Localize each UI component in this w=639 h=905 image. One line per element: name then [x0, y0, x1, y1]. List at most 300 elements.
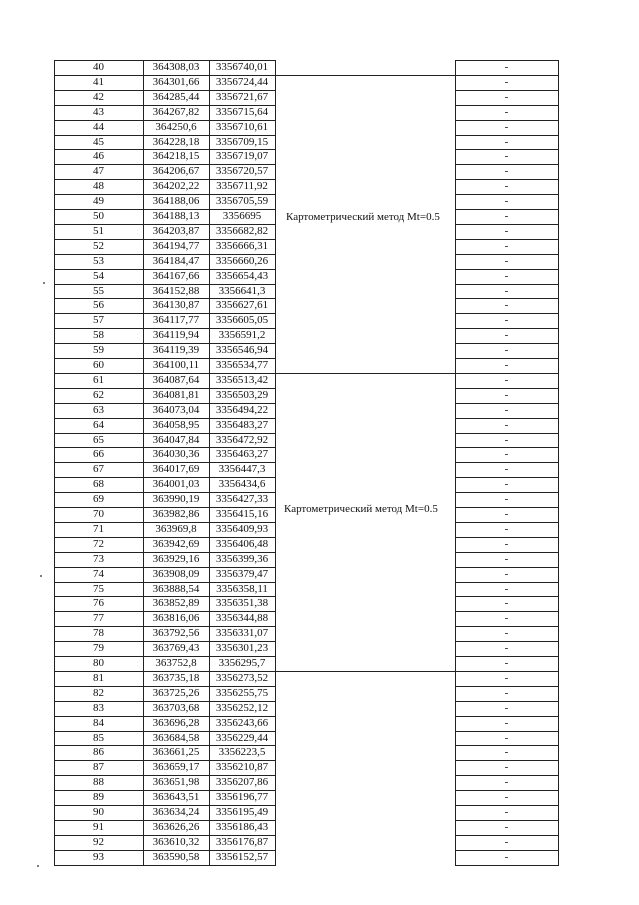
coord-x: 363752,8 — [155, 657, 197, 669]
coord-x: 364202,22 — [152, 180, 200, 192]
coord-y: 3356434,6 — [218, 478, 266, 490]
dash-row-border — [455, 641, 559, 642]
row-border — [54, 120, 276, 121]
coord-y: 3356494,22 — [215, 404, 269, 416]
dash-cell: - — [504, 493, 509, 505]
dash-cell: - — [504, 434, 509, 446]
row-number: 71 — [93, 523, 104, 535]
coord-y: 3356666,31 — [215, 240, 269, 252]
dash-row-border — [455, 462, 559, 463]
row-border — [54, 447, 276, 448]
dash-row-border — [455, 507, 559, 508]
coord-x: 363643,51 — [152, 791, 200, 803]
coord-x: 364117,77 — [152, 314, 200, 326]
row-number: 89 — [93, 791, 104, 803]
dash-cell: - — [504, 299, 509, 311]
dash-cell: - — [504, 597, 509, 609]
coord-y: 3356740,01 — [215, 61, 269, 73]
dash-row-border — [455, 626, 559, 627]
coord-x: 364119,94 — [152, 329, 200, 341]
coord-y: 3356711,92 — [216, 180, 268, 192]
row-border — [54, 537, 276, 538]
coord-x: 363908,09 — [152, 568, 200, 580]
row-number: 91 — [93, 821, 104, 833]
row-border — [54, 701, 276, 702]
dash-cell: - — [504, 538, 509, 550]
dash-row-border — [455, 611, 559, 612]
row-border — [54, 611, 276, 612]
dash-cell: - — [504, 61, 509, 73]
coord-x: 363696,28 — [152, 717, 200, 729]
coord-y: 3356660,26 — [215, 255, 269, 267]
dash-row-border — [455, 671, 559, 672]
dash-cell: - — [504, 180, 509, 192]
row-number: 70 — [93, 508, 104, 520]
dash-row-border — [455, 284, 559, 285]
coord-y: 3356534,77 — [215, 359, 269, 371]
row-border — [54, 373, 276, 374]
dash-row-border — [455, 656, 559, 657]
coord-y: 3356252,12 — [215, 702, 269, 714]
coord-x: 364167,66 — [152, 270, 200, 282]
coord-y: 3356472,92 — [215, 434, 269, 446]
coord-y: 3356695 — [222, 210, 262, 222]
dash-cell: - — [504, 821, 509, 833]
coord-y: 3356195,49 — [215, 806, 269, 818]
coord-x: 364047,84 — [152, 434, 200, 446]
row-number: 60 — [93, 359, 104, 371]
coord-x: 364194,77 — [152, 240, 200, 252]
dash-cell: - — [504, 419, 509, 431]
coord-x: 364308,03 — [152, 61, 200, 73]
coord-y: 3356447,3 — [218, 463, 266, 475]
coord-x: 363969,8 — [155, 523, 197, 535]
coord-x: 364267,82 — [152, 106, 200, 118]
coord-x: 364152,88 — [152, 285, 200, 297]
row-number: 49 — [93, 195, 104, 207]
dash-row-border — [455, 850, 559, 851]
coord-y: 3356223,5 — [218, 746, 266, 758]
dash-row-border — [455, 224, 559, 225]
coord-y: 3356273,52 — [215, 672, 269, 684]
row-border — [54, 313, 276, 314]
dash-cell: - — [504, 508, 509, 520]
coord-x: 363684,58 — [152, 732, 200, 744]
row-number: 85 — [93, 732, 104, 744]
coord-y: 3356705,59 — [215, 195, 269, 207]
coord-y: 3356196,77 — [215, 791, 269, 803]
coord-x: 363725,26 — [152, 687, 200, 699]
coord-y: 3356427,33 — [215, 493, 269, 505]
coord-x: 363816,06 — [152, 612, 200, 624]
coord-x: 364130,87 — [152, 299, 200, 311]
dash-cell: - — [504, 136, 509, 148]
coord-y: 3356255,75 — [215, 687, 269, 699]
row-border — [54, 269, 276, 270]
dash-cell: - — [504, 702, 509, 714]
row-number: 54 — [93, 270, 104, 282]
column-border — [54, 60, 55, 866]
coord-y: 3356243,66 — [215, 717, 269, 729]
dash-row-border — [455, 358, 559, 359]
row-number: 65 — [93, 434, 104, 446]
dash-cell: - — [504, 270, 509, 282]
row-number: 53 — [93, 255, 104, 267]
dash-row-border — [455, 477, 559, 478]
dash-cell: - — [504, 687, 509, 699]
dash-cell: - — [504, 523, 509, 535]
dash-cell: - — [504, 344, 509, 356]
coord-x: 364203,87 — [152, 225, 200, 237]
row-border — [54, 805, 276, 806]
coord-y: 3356719,07 — [215, 150, 269, 162]
dash-cell: - — [504, 568, 509, 580]
dash-cell: - — [504, 746, 509, 758]
coord-y: 3356186,43 — [215, 821, 269, 833]
section-separator — [275, 671, 455, 672]
coord-x: 363929,16 — [152, 553, 200, 565]
dash-row-border — [455, 135, 559, 136]
coord-x: 363659,17 — [152, 761, 200, 773]
column-border — [275, 60, 276, 866]
coord-y: 3356605,05 — [215, 314, 269, 326]
row-border — [54, 686, 276, 687]
dash-row-border — [455, 403, 559, 404]
dash-cell: - — [504, 791, 509, 803]
row-number: 42 — [93, 91, 104, 103]
row-border — [54, 596, 276, 597]
dash-cell: - — [504, 806, 509, 818]
coord-y: 3356483,27 — [215, 419, 269, 431]
coord-y: 3356715,64 — [215, 106, 269, 118]
row-number: 78 — [93, 627, 104, 639]
row-border — [54, 284, 276, 285]
row-border — [54, 433, 276, 434]
row-number: 77 — [93, 612, 104, 624]
dash-row-border — [455, 731, 559, 732]
row-border — [54, 582, 276, 583]
dash-cell: - — [504, 91, 509, 103]
coord-x: 363703,68 — [152, 702, 200, 714]
dash-row-border — [455, 805, 559, 806]
row-border — [54, 418, 276, 419]
coord-x: 364188,06 — [152, 195, 200, 207]
row-number: 61 — [93, 374, 104, 386]
coord-x: 364119,39 — [152, 344, 200, 356]
row-number: 41 — [93, 76, 104, 88]
dash-row-border — [455, 254, 559, 255]
row-number: 82 — [93, 687, 104, 699]
row-border — [54, 358, 276, 359]
coord-y: 3356415,16 — [215, 508, 269, 520]
row-number: 92 — [93, 836, 104, 848]
dash-row-border — [455, 149, 559, 150]
row-number: 79 — [93, 642, 104, 654]
row-border — [54, 224, 276, 225]
dash-cell: - — [504, 359, 509, 371]
coord-x: 363626,26 — [152, 821, 200, 833]
row-number: 57 — [93, 314, 104, 326]
row-number: 74 — [93, 568, 104, 580]
dash-row-border — [455, 716, 559, 717]
row-number: 52 — [93, 240, 104, 252]
dash-row-border — [455, 447, 559, 448]
dash-cell: - — [504, 210, 509, 222]
coord-x: 363610,32 — [152, 836, 200, 848]
coord-y: 3356710,61 — [215, 121, 269, 133]
dash-cell: - — [504, 150, 509, 162]
row-number: 75 — [93, 583, 104, 595]
coord-y: 3356351,38 — [215, 597, 269, 609]
row-number: 81 — [93, 672, 104, 684]
dash-row-border — [455, 328, 559, 329]
row-border — [54, 403, 276, 404]
section-separator — [275, 373, 455, 374]
dash-row-border — [455, 865, 559, 866]
row-border — [54, 239, 276, 240]
row-number: 66 — [93, 448, 104, 460]
row-number: 58 — [93, 329, 104, 341]
row-border — [54, 149, 276, 150]
dash-row-border — [455, 686, 559, 687]
dash-row-border — [455, 373, 559, 374]
dash-row-border — [455, 835, 559, 836]
coord-y: 3356682,82 — [215, 225, 269, 237]
dash-row-border — [455, 537, 559, 538]
coord-y: 3356721,67 — [215, 91, 269, 103]
row-number: 86 — [93, 746, 104, 758]
coord-x: 363982,86 — [152, 508, 200, 520]
coord-x: 363888,54 — [152, 583, 200, 595]
coord-x: 364228,18 — [152, 136, 200, 148]
coord-x: 363942,69 — [152, 538, 200, 550]
row-number: 80 — [93, 657, 104, 669]
coord-x: 364250,6 — [155, 121, 197, 133]
row-border — [54, 179, 276, 180]
dash-row-border — [455, 194, 559, 195]
dash-cell: - — [504, 448, 509, 460]
row-number: 48 — [93, 180, 104, 192]
row-number: 69 — [93, 493, 104, 505]
coord-y: 3356176,87 — [215, 836, 269, 848]
coord-y: 3356379,47 — [215, 568, 269, 580]
dash-row-border — [455, 164, 559, 165]
row-border — [54, 552, 276, 553]
row-border — [54, 343, 276, 344]
dash-row-border — [455, 239, 559, 240]
row-number: 87 — [93, 761, 104, 773]
dash-cell: - — [504, 76, 509, 88]
row-number: 56 — [93, 299, 104, 311]
method-label-2: Картометрический метод Mt=0.5 — [284, 503, 438, 515]
dash-cell: - — [504, 478, 509, 490]
dash-cell: - — [504, 106, 509, 118]
row-border — [54, 477, 276, 478]
dash-row-border — [455, 90, 559, 91]
row-number: 83 — [93, 702, 104, 714]
row-number: 62 — [93, 389, 104, 401]
row-border — [54, 567, 276, 568]
dash-cell: - — [504, 240, 509, 252]
coord-y: 3356720,57 — [215, 165, 269, 177]
dash-cell: - — [504, 761, 509, 773]
dash-cell: - — [504, 672, 509, 684]
dash-cell: - — [504, 389, 509, 401]
coord-y: 3356591,2 — [218, 329, 266, 341]
scan-dot — [40, 575, 42, 577]
row-border — [54, 328, 276, 329]
dash-column-border — [455, 60, 456, 866]
coord-x: 364073,04 — [152, 404, 200, 416]
coord-y: 3356295,7 — [218, 657, 266, 669]
dash-cell: - — [504, 195, 509, 207]
row-border — [54, 760, 276, 761]
dash-row-border — [455, 567, 559, 568]
dash-cell: - — [504, 165, 509, 177]
dash-row-border — [455, 552, 559, 553]
dash-row-border — [455, 596, 559, 597]
row-number: 45 — [93, 136, 104, 148]
coord-x: 364206,67 — [152, 165, 200, 177]
coord-x: 363769,43 — [152, 642, 200, 654]
row-number: 46 — [93, 150, 104, 162]
row-border — [54, 75, 276, 76]
coord-x: 363990,19 — [152, 493, 200, 505]
row-border — [54, 790, 276, 791]
coord-y: 3356344,88 — [215, 612, 269, 624]
scan-dot — [37, 865, 39, 867]
dash-row-border — [455, 120, 559, 121]
row-border — [54, 835, 276, 836]
dash-cell: - — [504, 121, 509, 133]
row-border — [54, 254, 276, 255]
row-border — [54, 626, 276, 627]
row-border — [54, 388, 276, 389]
row-number: 76 — [93, 597, 104, 609]
dash-cell: - — [504, 583, 509, 595]
coord-y: 3356503,29 — [215, 389, 269, 401]
coord-x: 363735,18 — [152, 672, 200, 684]
coord-y: 3356358,11 — [216, 583, 268, 595]
coord-x: 363590,58 — [152, 851, 200, 863]
dash-row-border — [455, 582, 559, 583]
dash-row-border — [455, 745, 559, 746]
row-number: 73 — [93, 553, 104, 565]
row-number: 68 — [93, 478, 104, 490]
coord-y: 3356409,93 — [215, 523, 269, 535]
row-border — [54, 745, 276, 746]
coord-y: 3356301,23 — [215, 642, 269, 654]
dash-row-border — [455, 775, 559, 776]
dash-row-border — [455, 418, 559, 419]
row-number: 40 — [93, 61, 104, 73]
coord-x: 364081,81 — [152, 389, 200, 401]
dash-row-border — [455, 820, 559, 821]
dash-cell: - — [504, 732, 509, 744]
row-number: 67 — [93, 463, 104, 475]
coord-x: 363634,24 — [152, 806, 200, 818]
coord-x: 364285,44 — [152, 91, 200, 103]
row-number: 64 — [93, 419, 104, 431]
coord-y: 3356641,3 — [218, 285, 266, 297]
row-number: 47 — [93, 165, 104, 177]
dash-cell: - — [504, 553, 509, 565]
coord-y: 3356513,42 — [215, 374, 269, 386]
coord-x: 364030,36 — [152, 448, 200, 460]
dash-row-border — [455, 492, 559, 493]
row-border — [54, 731, 276, 732]
dash-cell: - — [504, 374, 509, 386]
dash-cell: - — [504, 717, 509, 729]
dash-row-border — [455, 760, 559, 761]
dash-column-border — [558, 60, 559, 866]
coord-x: 364017,69 — [152, 463, 200, 475]
dash-row-border — [455, 790, 559, 791]
coord-x: 364188,13 — [152, 210, 200, 222]
column-border — [143, 60, 144, 866]
row-border — [54, 775, 276, 776]
coord-y: 3356399,36 — [215, 553, 269, 565]
coord-y: 3356152,57 — [215, 851, 269, 863]
coord-x: 363661,25 — [152, 746, 200, 758]
coord-x: 364100,11 — [152, 359, 200, 371]
row-border — [54, 850, 276, 851]
row-number: 59 — [93, 344, 104, 356]
coord-x: 364218,15 — [152, 150, 200, 162]
coord-x: 363852,89 — [152, 597, 200, 609]
row-border — [54, 492, 276, 493]
coord-x: 364087,64 — [152, 374, 200, 386]
row-border — [54, 194, 276, 195]
dash-cell: - — [504, 255, 509, 267]
coord-y: 3356709,15 — [215, 136, 269, 148]
column-border — [209, 60, 210, 866]
dash-cell: - — [504, 836, 509, 848]
dash-row-border — [455, 313, 559, 314]
dash-cell: - — [504, 404, 509, 416]
row-border — [54, 462, 276, 463]
dash-cell: - — [504, 627, 509, 639]
row-number: 90 — [93, 806, 104, 818]
dash-cell: - — [504, 314, 509, 326]
coord-y: 3356210,87 — [215, 761, 269, 773]
dash-row-border — [455, 209, 559, 210]
dash-row-border — [455, 179, 559, 180]
row-border — [54, 298, 276, 299]
coord-x: 364301,66 — [152, 76, 200, 88]
row-border — [54, 716, 276, 717]
row-border — [54, 209, 276, 210]
row-number: 51 — [93, 225, 104, 237]
coord-y: 3356463,27 — [215, 448, 269, 460]
dash-row-border — [455, 269, 559, 270]
coord-y: 3356546,94 — [215, 344, 269, 356]
dash-row-border — [455, 75, 559, 76]
dash-cell: - — [504, 657, 509, 669]
coord-x: 364058,95 — [152, 419, 200, 431]
coord-y: 3356406,48 — [215, 538, 269, 550]
row-number: 72 — [93, 538, 104, 550]
method-label-1: Картометрический метод Mt=0.5 — [286, 211, 440, 223]
dash-row-border — [455, 388, 559, 389]
dash-row-border — [455, 60, 559, 61]
row-number: 93 — [93, 851, 104, 863]
row-border — [54, 641, 276, 642]
row-border — [54, 105, 276, 106]
row-number: 44 — [93, 121, 104, 133]
coord-y: 3356627,61 — [215, 299, 269, 311]
dash-row-border — [455, 433, 559, 434]
